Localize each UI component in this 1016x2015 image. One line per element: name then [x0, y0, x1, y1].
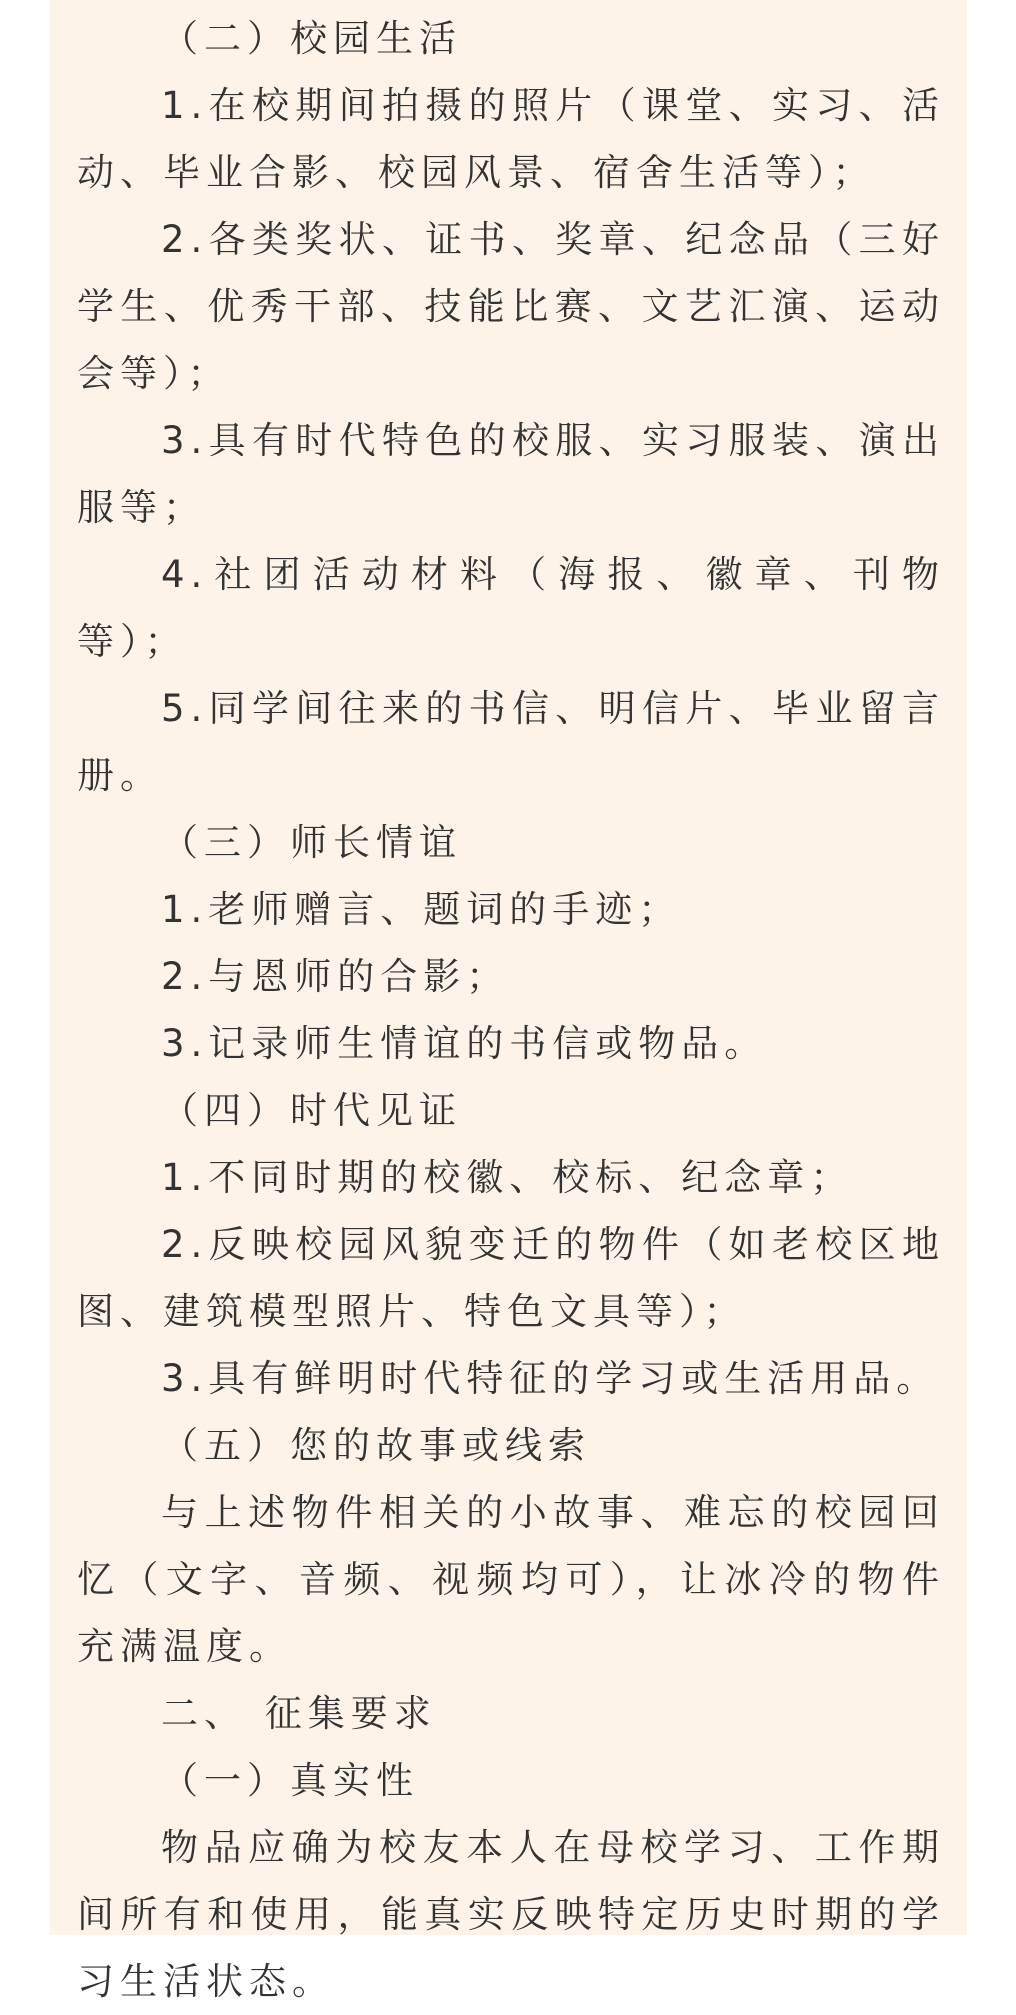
list-item: 1.在校期间拍摄的照片（课堂、实习、活动、毕业合影、校园风景、宿舍生活等）；	[77, 84, 945, 194]
list-item: 3.记录师生情谊的书信或物品。	[161, 1022, 768, 1065]
list-item: 3.具有鲜明时代特征的学习或生活用品。	[161, 1357, 940, 1400]
section-heading-campus-life: （二）校园生活	[161, 17, 462, 60]
list-item: 3.具有时代特色的校服、实习服装、演出服等；	[77, 419, 945, 529]
section-heading-teachers: （三）师长情谊	[161, 821, 462, 864]
list-item: 5.同学间往来的书信、明信片、毕业留言册。	[77, 687, 945, 797]
body-paragraph: 与上述物件相关的小故事、难忘的校园回忆（文字、音频、视频均可），让冰冷的物件充满温度。	[77, 1491, 945, 1668]
section-heading-stories: （五）您的故事或线索	[161, 1424, 591, 1467]
list-item: 2.与恩师的合影；	[161, 955, 510, 998]
list-item: 1.不同时期的校徽、校标、纪念章；	[161, 1156, 854, 1199]
list-item: 1.老师赠言、题词的手迹；	[161, 888, 682, 931]
list-item: 2.各类奖状、证书、奖章、纪念品（三好学生、优秀干部、技能比赛、文艺汇演、运动会等）；	[77, 218, 945, 395]
list-item: 4.社团活动材料（海报、徽章、刊物等）；	[77, 553, 945, 663]
list-item: 2.反映校园风貌变迁的物件（如老校区地图、建筑模型照片、特色文具等）；	[77, 1223, 945, 1333]
section-heading-requirements: 二、 征集要求	[161, 1692, 437, 1735]
subsection-heading-authenticity: （一）真实性	[161, 1759, 419, 1802]
section-heading-era-witness: （四）时代见证	[161, 1089, 462, 1132]
article-page	[50, 0, 967, 2003]
body-paragraph: 物品应确为校友本人在母校学习、工作期间所有和使用，能真实反映特定历史时期的学习生活状态。	[77, 1826, 945, 2003]
article-body	[77, 5, 945, 2015]
